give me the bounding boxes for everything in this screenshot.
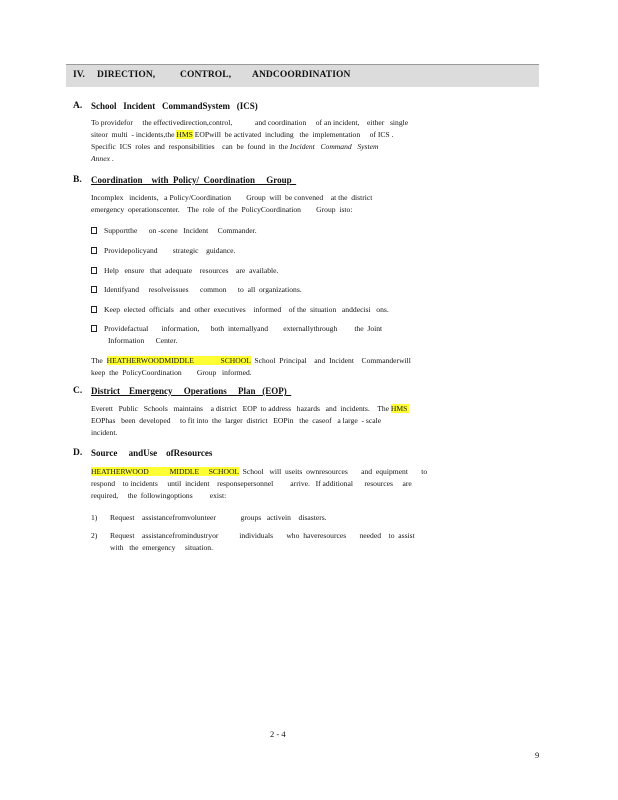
item-d-line-1: HEATHERWOOD MIDDLE SCHOOL School will useits ownresources and equipment to	[91, 467, 428, 476]
list-item: Providepolicyand strategic guidance.	[91, 245, 235, 257]
item-c-letter: C.	[73, 386, 83, 396]
item-d-heading: Source andUse ofResources	[91, 448, 213, 458]
item-c-line-3: incident.	[91, 428, 118, 437]
section-title-direction: DIRECTION,	[97, 70, 156, 80]
page-number: 9	[535, 750, 540, 760]
item-a-heading: School Incident CommandSystem (ICS)	[91, 101, 258, 111]
item-b-line-2: emergency operationscenter. The role of the PolicyCoordination Group isto:	[91, 205, 353, 214]
checkbox-bullet-icon	[91, 227, 97, 234]
checkbox-bullet-icon	[91, 247, 97, 254]
item-b-line-1: Incomplex incidents, a Policy/Coordination Group will be convened at the district	[91, 193, 373, 202]
page-code: 2 - 4	[270, 729, 286, 739]
item-d-line-3: required, the followingoptions exist:	[91, 491, 227, 500]
item-c-heading: District Emergency Operations Plan (EOP)	[91, 386, 292, 396]
item-b-closing-line-1: The HEATHERWOODMIDDLE SCHOOL School Principal and Incident Commanderwill	[91, 356, 411, 365]
checkbox-bullet-icon	[91, 325, 97, 332]
hms-highlight: HMS	[390, 404, 410, 413]
list-item: Supportthe on -scene Incident Commander.	[91, 225, 257, 237]
item-d-line-2: respond to incidents until incident responsepersonnel arrive. If additional resources are	[91, 479, 412, 488]
list-item: Providefactual information, both internallyand externallythrough the Joint Information Center.	[91, 323, 382, 347]
item-b-closing-line-2: keep the PolicyCoordination Group informed.	[91, 368, 252, 377]
school-name-highlight: HEATHERWOOD MIDDLE SCHOOL	[91, 467, 239, 476]
item-b-heading: Coordination with Policy/ Coordination Group	[91, 175, 297, 185]
item-a-line-3: Specific ICS roles and responsibilities can be found in the Incident Command System	[91, 142, 379, 151]
item-a-line-4: Annex .	[91, 154, 114, 163]
checkbox-bullet-icon	[91, 267, 97, 274]
item-b-letter: B.	[73, 175, 82, 185]
item-d-letter: D.	[73, 448, 83, 458]
item-c-line-1: Everett Public Schools maintains a district EOP to address hazards and incidents. The HMS	[91, 404, 410, 413]
hms-highlight: HMS	[176, 130, 193, 139]
school-name-highlight: HEATHERWOODMIDDLE SCHOOL	[106, 356, 251, 365]
list-item: Identifyand resolveissues common to all organizations.	[91, 284, 302, 296]
item-c-line-2: EOPhas been developed to fit into the larger district EOPin the caseof a large - scale	[91, 416, 382, 425]
item-b-paragraph	[91, 192, 539, 216]
section-title-control: CONTROL,	[180, 70, 232, 80]
section-numeral: IV.	[73, 70, 86, 80]
item-b-closing-paragraph	[91, 355, 539, 379]
list-item: 1) Request assistancefromvolunteer groups activein disasters.	[91, 513, 327, 522]
checkbox-bullet-icon	[91, 306, 97, 313]
list-item: Keep elected officials and other executives informed of the situation anddecisi ons.	[91, 304, 389, 316]
item-a-paragraph	[91, 117, 539, 165]
item-c-paragraph	[91, 403, 539, 439]
section-title-coordination: ANDCOORDINATION	[252, 70, 351, 80]
item-a-letter: A.	[73, 101, 83, 111]
item-a-line-2: siteor multi - incidents,the HMS EOPwill be activated including the implementation of ICS .	[91, 130, 394, 139]
list-item: Help ensure that adequate resources are available.	[91, 265, 278, 277]
list-item: 2) Request assistancefromindustryor individuals who haveresources needed to assist with the emergency situation.	[91, 531, 415, 552]
section-header-bar	[66, 64, 539, 87]
checkbox-bullet-icon	[91, 286, 97, 293]
item-d-paragraph	[91, 466, 539, 502]
item-a-line-1: To providefor the effectivedirection,control, and coordination of an incident, either single	[91, 118, 409, 127]
